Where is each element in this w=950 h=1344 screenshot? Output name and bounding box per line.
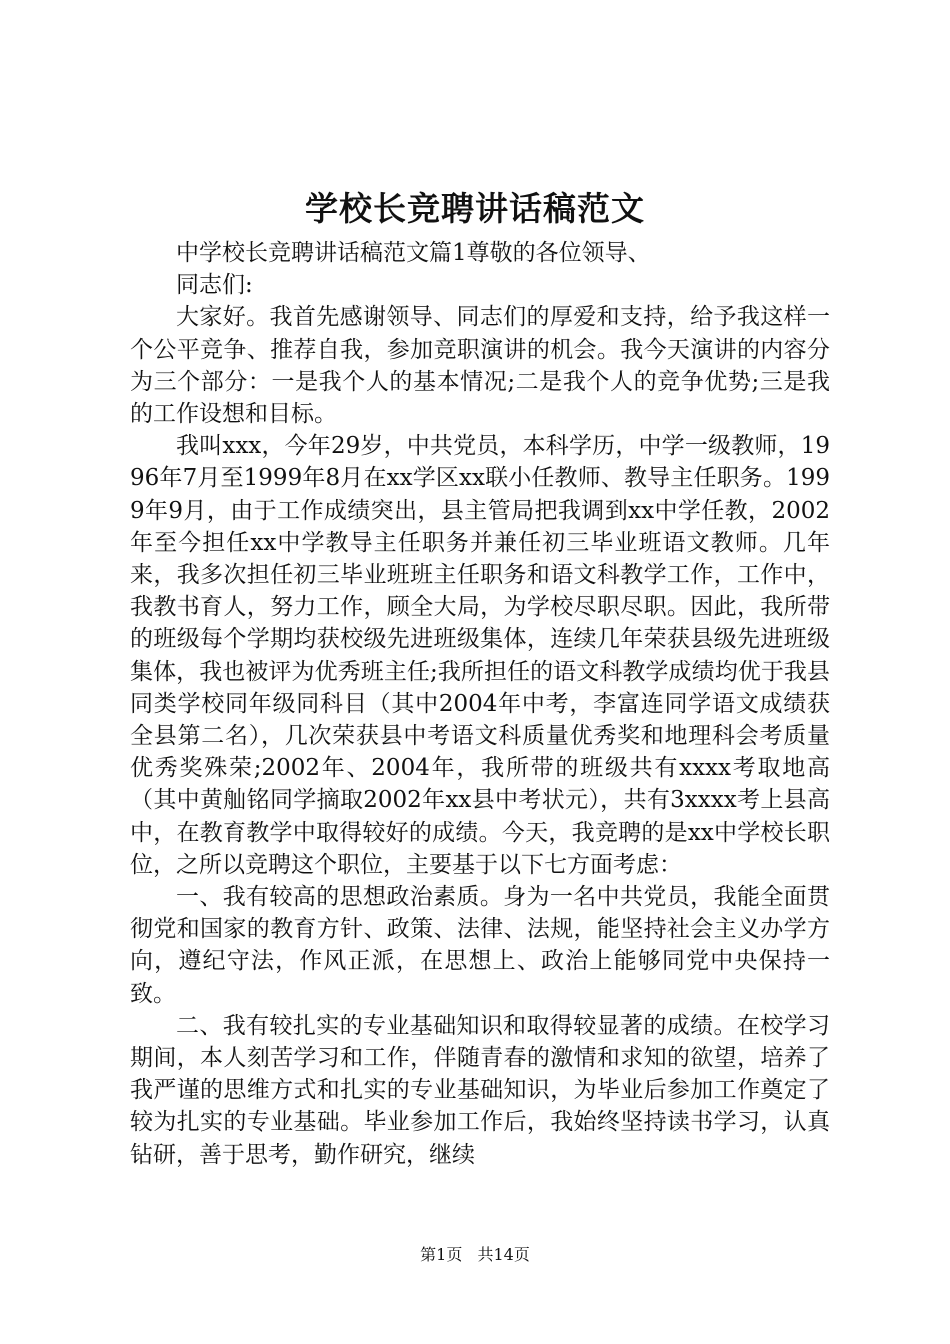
document-body: [130, 237, 830, 1171]
document-title: 学校长竞聘讲话稿范文: [305, 189, 645, 228]
body-paragraph-intro: 大家好。我首先感谢领导、同志们的厚爱和支持，给予我这样一个公平竞争、推荐自我，参加竞职演讲的机会。我今天演讲的内容分为三个部分：一是我个人的基本情况;二是我个人的竞争优势;三是我的工作设想和目标。: [130, 304, 830, 428]
page-total: 共14页: [477, 1245, 530, 1264]
body-paragraph-background: 我叫xxx，今年29岁，中共党员，本科学历，中学一级教师，1996年7月至1999年8月在xx学区xx联小任教师、教导主任职务。1999年9月，由于工作成绩突出，县主管局把我调到xx中学任教，2002年至今担任xx中学教导主任职务并兼任初三毕业班语文教师。几年来，我多次担任初三毕业班班主任职务和语文科教学工作，工作中，我教书育人，努力工作，顾全大局，为学校尽职尽职。因此，我所带的班级每个学期均获校级先进班级集体，连续几年荣获县级先进班级集体，我也被评为优秀班主任;我所担任的语文科教学成绩均优于我县同类学校同年级同科目（其中2004年中考，李富连同学语文成绩获全县第二名），几次荣获县中考语文科质量优秀奖和地理科会考质量优秀奖殊荣;2002年、2004年，我所带的班级共有xxxx考取地高（其中黄舢铭同学摘取2002年xx县中考状元），共有3xxxx考上县高中，在教育教学中取得较好的成绩。今天，我竞聘的是xx中学校长职位，之所以竞聘这个职位，主要基于以下七方面考虑：: [130, 433, 830, 878]
page-footer: [0, 1245, 950, 1265]
body-paragraph-greeting: 中学校长竞聘讲话稿范文篇1尊敬的各位领导、: [176, 240, 651, 266]
body-paragraph-salutation: 同志们:: [176, 272, 253, 299]
body-paragraph-point-two: 二、我有较扎实的专业基础知识和取得较显著的成绩。在校学习期间，本人刻苦学习和工作，伴随青春的激情和求知的欲望，培养了我严谨的思维方式和扎实的专业基础知识，为毕业后参加工作奠定了较为扎实的专业基础。毕业参加工作后，我始终坚持读书学习，认真钻研，善于思考，勤作研究，继续: [130, 1012, 830, 1168]
page-number: 第1页: [420, 1245, 463, 1264]
body-paragraph-point-one: 一、我有较高的思想政治素质。身为一名中共党员，我能全面贯彻党和国家的教育方针、政策、法律、法规，能坚持社会主义办学方向，遵纪守法，作风正派，在思想上、政治上能够同党中央保持一致。: [130, 884, 830, 1007]
